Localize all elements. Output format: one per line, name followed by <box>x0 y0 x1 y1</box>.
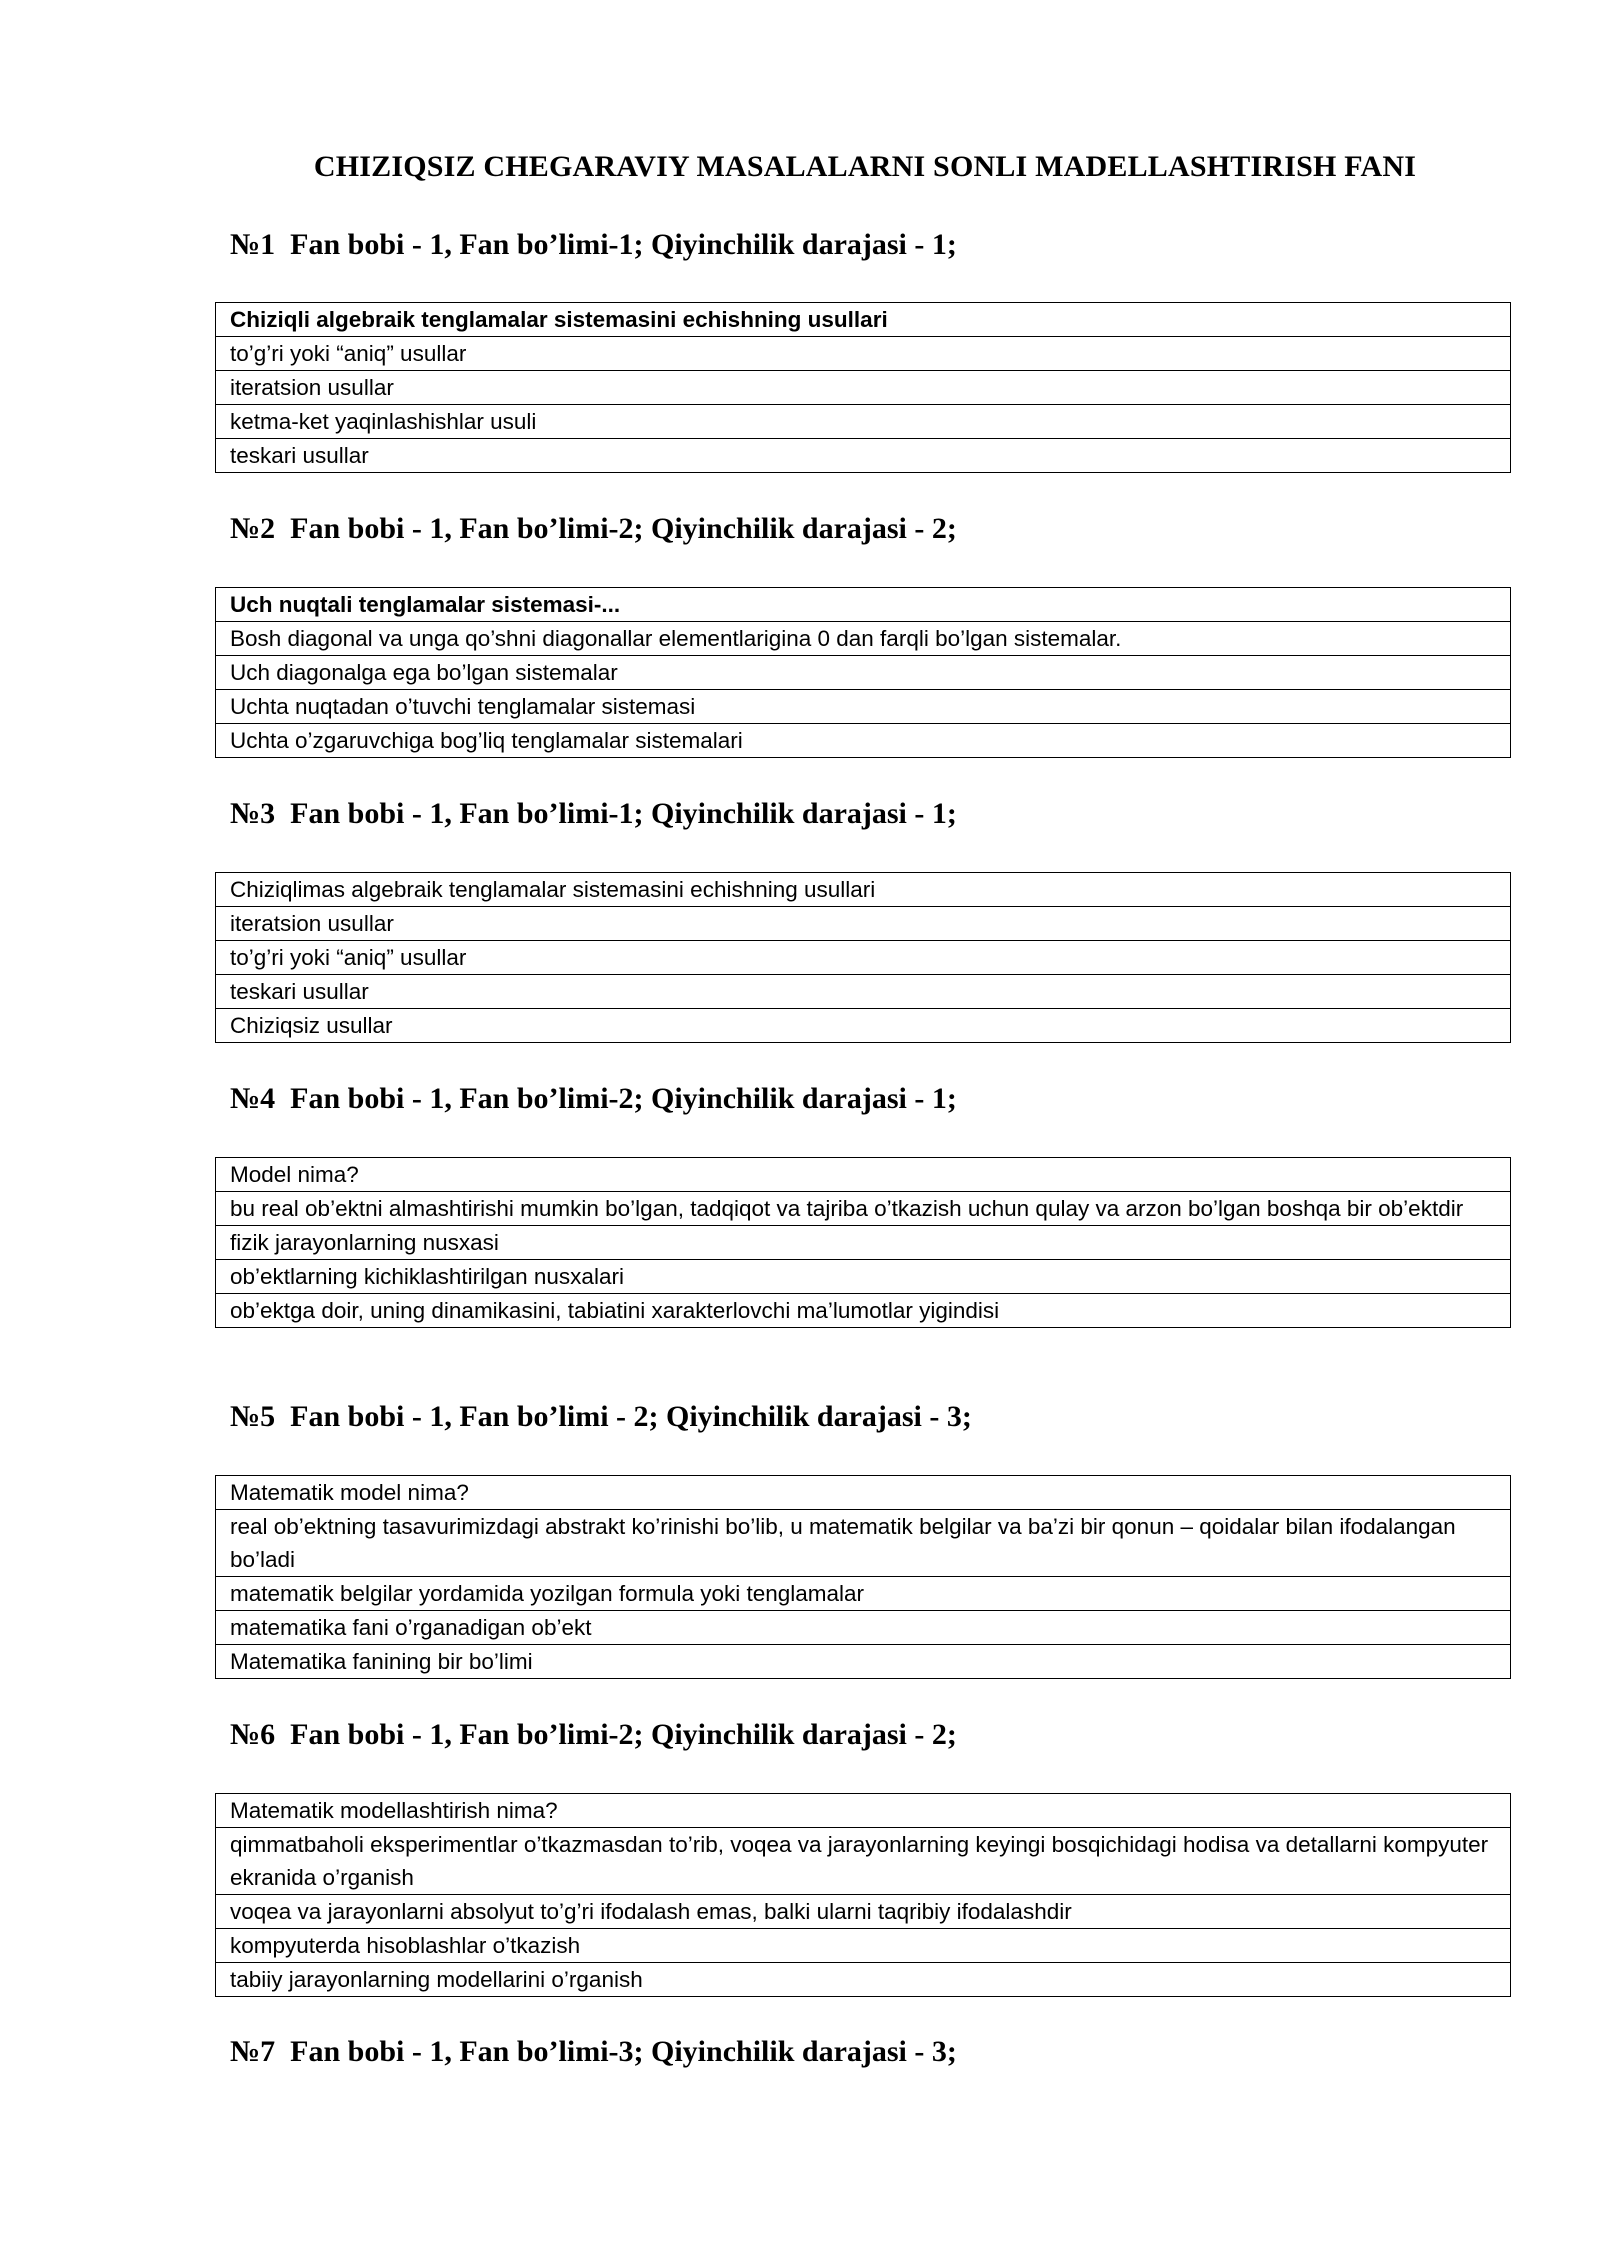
answer-option: iteratsion usullar <box>216 371 1511 405</box>
answer-option: fizik jarayonlarning nusxasi <box>216 1226 1511 1260</box>
answer-option: Matematika fanining bir bo’limi <box>216 1645 1511 1679</box>
answer-option: kompyuterda hisoblashlar o’tkazish <box>216 1929 1511 1963</box>
answer-option: Uchta o’zgaruvchiga bog’liq tenglamalar sistemalari <box>216 724 1511 758</box>
question-heading-4: №4 Fan bobi - 1, Fan bo’limi-2; Qiyinchilik darajasi - 1; <box>230 1082 957 1115</box>
answer-option: ob’ektlarning kichiklashtirilgan nusxalari <box>216 1260 1511 1294</box>
answer-option: Uchta nuqtadan o’tuvchi tenglamalar sistemasi <box>216 690 1511 724</box>
answer-option: Chiziqsiz usullar <box>216 1009 1511 1043</box>
answer-option: Bosh diagonal va unga qo’shni diagonallar elementlarigina 0 dan farqli bo’lgan sistemalar. <box>216 622 1511 656</box>
question-heading-6: №6 Fan bobi - 1, Fan bo’limi-2; Qiyinchilik darajasi - 2; <box>230 1718 957 1751</box>
answer-option: matematik belgilar yordamida yozilgan formula yoki tenglamalar <box>216 1577 1511 1611</box>
answer-option: bu real ob’ektni almashtirishi mumkin bo’lgan, tadqiqot va tajriba o’tkazish uchun qulay va arzon bo’lgan boshqa bir ob’ektdir <box>216 1192 1511 1226</box>
question-heading-1: №1 Fan bobi - 1, Fan bo’limi-1; Qiyinchilik darajasi - 1; <box>230 228 957 261</box>
question-heading-3: №3 Fan bobi - 1, Fan bo’limi-1; Qiyinchilik darajasi - 1; <box>230 797 957 830</box>
question-table-1 <box>215 302 1511 473</box>
answer-option: qimmatbaholi eksperimentlar o’tkazmasdan to’rib, voqea va jarayonlarning keyingi bosqichidagi hodisa va detallarni kompyuter ekranida o’rganish <box>216 1828 1511 1895</box>
question-text-5: Matematik model nima? <box>216 1476 1511 1510</box>
answer-option: teskari usullar <box>216 975 1511 1009</box>
question-table-2 <box>215 587 1511 758</box>
question-table-6 <box>215 1793 1511 1997</box>
question-table-5 <box>215 1475 1511 1679</box>
answer-option: tabiiy jarayonlarning modellarini o’rganish <box>216 1963 1511 1997</box>
answer-option: iteratsion usullar <box>216 907 1511 941</box>
answer-option: Uch diagonalga ega bo’lgan sistemalar <box>216 656 1511 690</box>
answer-option: ketma-ket yaqinlashishlar usuli <box>216 405 1511 439</box>
question-table-4 <box>215 1157 1511 1328</box>
answer-option: voqea va jarayonlarni absolyut to’g’ri ifodalash emas, balki ularni taqribiy ifodalashdir <box>216 1895 1511 1929</box>
document-title: CHIZIQSIZ CHEGARAVIY MASALALARNI SONLI MADELLASHTIRISH FANI <box>313 150 1417 183</box>
question-heading-7: №7 Fan bobi - 1, Fan bo’limi-3; Qiyinchilik darajasi - 3; <box>230 2035 957 2068</box>
question-table-3 <box>215 872 1511 1043</box>
answer-option: real ob’ektning tasavurimizdagi abstrakt ko’rinishi bo’lib, u matematik belgilar va ba’zi bir qonun – qoidalar bilan ifodalangan bo’ladi <box>216 1510 1511 1577</box>
answer-option: ob’ektga doir, uning dinamikasini, tabiatini xarakterlovchi ma’lumotlar yigindisi <box>216 1294 1511 1328</box>
answer-option: matematika fani o’rganadigan ob’ekt <box>216 1611 1511 1645</box>
answer-option: to’g’ri yoki “aniq” usullar <box>216 337 1511 371</box>
question-text-6: Matematik modellashtirish nima? <box>216 1794 1511 1828</box>
question-heading-2: №2 Fan bobi - 1, Fan bo’limi-2; Qiyinchilik darajasi - 2; <box>230 512 957 545</box>
question-text-1: Chiziqli algebraik tenglamalar sistemasini echishning usullari <box>216 303 1511 337</box>
question-text-2: Uch nuqtali tenglamalar sistemasi-... <box>216 588 1511 622</box>
question-heading-5: №5 Fan bobi - 1, Fan bo’limi - 2; Qiyinchilik darajasi - 3; <box>230 1400 972 1433</box>
question-text-3: Chiziqlimas algebraik tenglamalar sistemasini echishning usullari <box>216 873 1511 907</box>
answer-option: to’g’ri yoki “aniq” usullar <box>216 941 1511 975</box>
question-text-4: Model nima? <box>216 1158 1511 1192</box>
answer-option: teskari usullar <box>216 439 1511 473</box>
